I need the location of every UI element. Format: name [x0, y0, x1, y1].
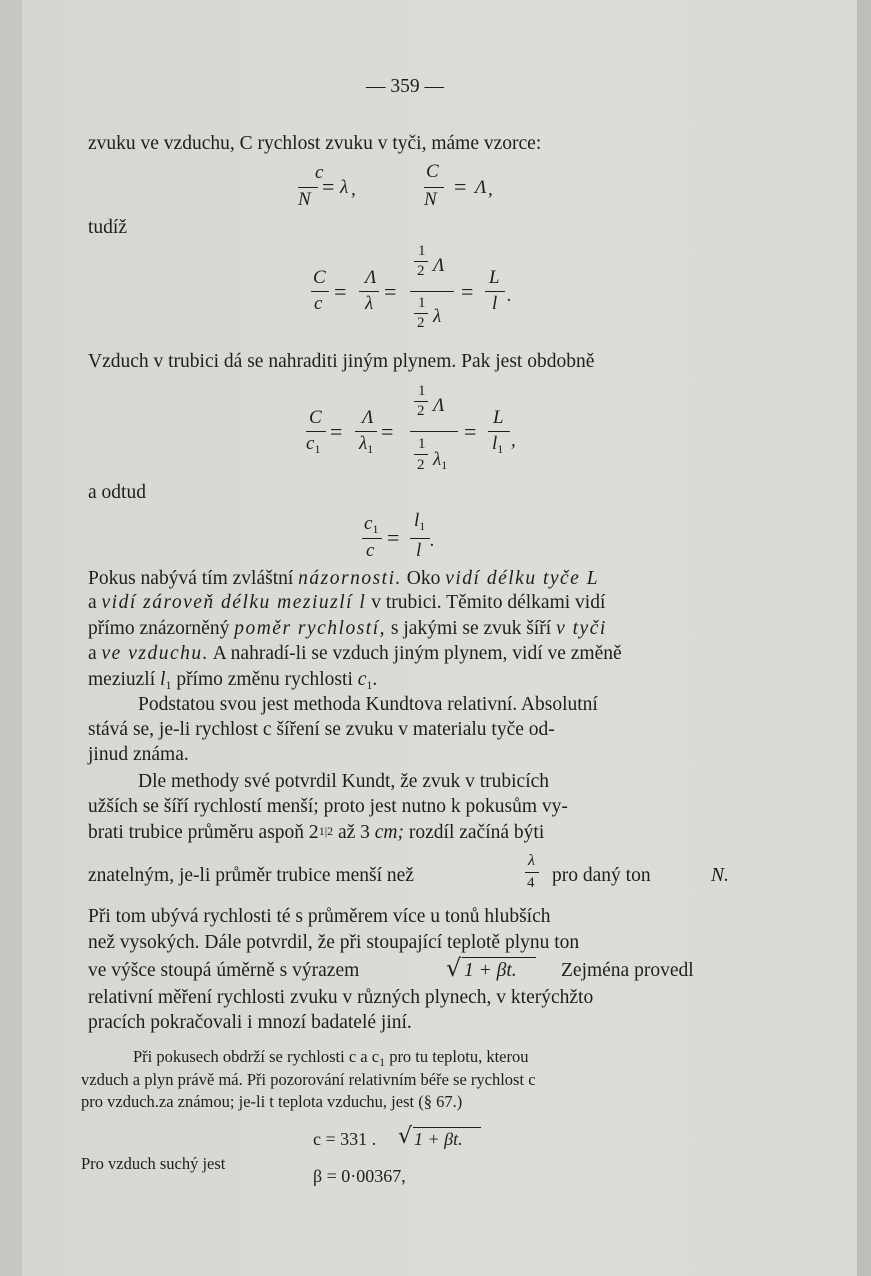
- text-line: pracích pokračovali i mnozí badatelé jiní.: [88, 1012, 412, 1033]
- formula-den: 4: [527, 875, 535, 891]
- formula-num: $c_1$: [364, 513, 379, 536]
- equals-sign: =: [461, 279, 474, 304]
- sqrt-sign: √: [398, 1124, 413, 1149]
- text-line: a vidí zároveň délku meziuzlí l v trubici. Těmito délkami vidí: [88, 592, 606, 613]
- formula-beta: β = 0·00367,: [313, 1166, 406, 1186]
- formula-term: Λ: [475, 177, 487, 198]
- half-num: 1: [418, 436, 426, 452]
- equals-sign: =: [334, 279, 347, 304]
- formula-den: $c_1$: [306, 433, 321, 456]
- text-line: zvuku ve vzduchu, C rychlost zvuku v tyči, máme vzorce:: [88, 133, 542, 154]
- page-number: — 359 —: [366, 76, 444, 97]
- equals-sign: =: [387, 525, 400, 550]
- equals-sign: =: [330, 419, 343, 444]
- page-gutter: [857, 0, 871, 1276]
- text-line: Podstatou svou jest methoda Kundtova relativní. Absolutní: [138, 694, 598, 715]
- formula-speed-root: 1 + βt.: [414, 1129, 463, 1149]
- formula-den: λ: [365, 293, 374, 314]
- formula-den: $l_1$: [492, 433, 504, 456]
- small-text-line: vzduch a plyn právě má. Při pozorování relativním béře se rychlost c: [81, 1070, 536, 1089]
- formula-den: l: [492, 293, 498, 314]
- formula-num: Λ: [365, 267, 377, 288]
- small-text-line: Pro vzduch suchý jest: [81, 1154, 226, 1173]
- formula-num: $l_1$: [414, 510, 426, 533]
- half-num: 1: [418, 243, 426, 259]
- text-line: Při tom ubývá rychlosti té s průměrem více u tonů hlubších: [88, 906, 551, 927]
- formula-num: λ: [528, 852, 535, 869]
- formula-num: c: [315, 162, 324, 183]
- formula-comma: ,: [511, 430, 516, 451]
- text-line: jinud známa.: [88, 744, 189, 765]
- text-line: znatelným, je-li průměr trubice menší než: [88, 865, 414, 886]
- formula-comma: ,: [488, 179, 493, 200]
- text-line: přímo znázorněný poměr rychlostí, s jakými se zvuk šíří v tyči: [88, 618, 607, 639]
- equals-sign: =: [454, 174, 467, 199]
- sqrt-overline: [462, 957, 536, 958]
- fraction-bar: [414, 454, 428, 455]
- small-text-line: Při pokusech obdrží se rychlosti c a $c_1$ pro tu teplotu, kterou: [133, 1047, 529, 1069]
- formula-den: N: [424, 189, 437, 210]
- half-den: 2: [417, 315, 425, 331]
- equals-sign: =: [322, 174, 335, 199]
- text-line: a ve vzduchu. A nahradí-li se vzduch jiným plynem, vidí ve změně: [88, 643, 622, 664]
- formula-term: $\lambda_1$: [433, 449, 448, 472]
- formula-num: C: [313, 267, 326, 288]
- text-line: 1 + βt.: [464, 960, 517, 981]
- half-num: 1: [418, 295, 426, 311]
- formula-term: λ: [433, 306, 442, 327]
- text-line: relativní měření rychlosti zvuku v různých plynech, v kterýchžto: [88, 987, 594, 1008]
- fraction-bar: [525, 872, 539, 873]
- fraction-bar: [410, 291, 454, 292]
- formula-den: c: [366, 540, 375, 561]
- formula-num: L: [493, 407, 504, 428]
- formula-term: λ: [340, 177, 349, 198]
- text-line: meziuzlí $l_1$ přímo změnu rychlosti $c_1$.: [88, 669, 378, 692]
- equals-sign: =: [381, 419, 394, 444]
- sqrt-sign: √: [446, 954, 462, 982]
- equals-sign: =: [464, 419, 477, 444]
- text-line: tudíž: [88, 217, 127, 238]
- half-den: 2: [417, 263, 425, 279]
- formula-den: N: [298, 189, 311, 210]
- formula-den: $\lambda_1$: [359, 433, 374, 456]
- formula-num: C: [309, 407, 322, 428]
- text-line: pro daný ton: [552, 865, 651, 886]
- formula-term: Λ: [433, 255, 445, 276]
- formula-period: .: [507, 285, 512, 306]
- text-line: Dle methody své potvrdil Kundt, že zvuk v trubicích: [138, 771, 550, 792]
- equals-sign: =: [384, 279, 397, 304]
- formula-den: l: [416, 540, 422, 561]
- text-line: ve výšce stoupá úměrně s výrazem: [88, 960, 360, 981]
- formula-term: Λ: [433, 395, 445, 416]
- text-line: Pokus nabývá tím zvláštní názornosti. Oko vidí délku tyče L: [88, 568, 600, 589]
- formula-period: .: [430, 530, 435, 551]
- half-den: 2: [417, 457, 425, 473]
- formula-comma: ,: [351, 179, 356, 200]
- formula-num: L: [489, 267, 500, 288]
- formula-speed-temp: c = 331 .: [313, 1129, 377, 1149]
- fraction-bar: [410, 431, 458, 432]
- text-line: Vzduch v trubici dá se nahraditi jiným plynem. Pak jest obdobně: [88, 351, 595, 372]
- formula-num: Λ: [362, 407, 374, 428]
- text-line: N.: [711, 865, 729, 886]
- text-line: a odtud: [88, 482, 146, 503]
- text-line: brati trubice průměru aspoň 21|2 až 3 cm; rozdíl začíná býti: [88, 822, 545, 843]
- small-text-line: pro vzduch.za známou; je-li t teplota vzduchu, jest (§ 67.): [81, 1092, 463, 1111]
- text-line: Zejména provedl: [561, 960, 694, 981]
- text-line: užších se šíří rychlostí menší; proto jest nutno k pokusům vy-: [88, 796, 568, 817]
- half-den: 2: [417, 403, 425, 419]
- text-line: stává se, je-li rychlost c šíření se zvuku v materialu tyče od-: [88, 719, 555, 740]
- formula-num: C: [426, 161, 439, 182]
- text-line: než vysokých. Dále potvrdil, že při stoupající teplotě plynu ton: [88, 932, 580, 953]
- formula-den: c: [314, 293, 323, 314]
- half-num: 1: [418, 383, 426, 399]
